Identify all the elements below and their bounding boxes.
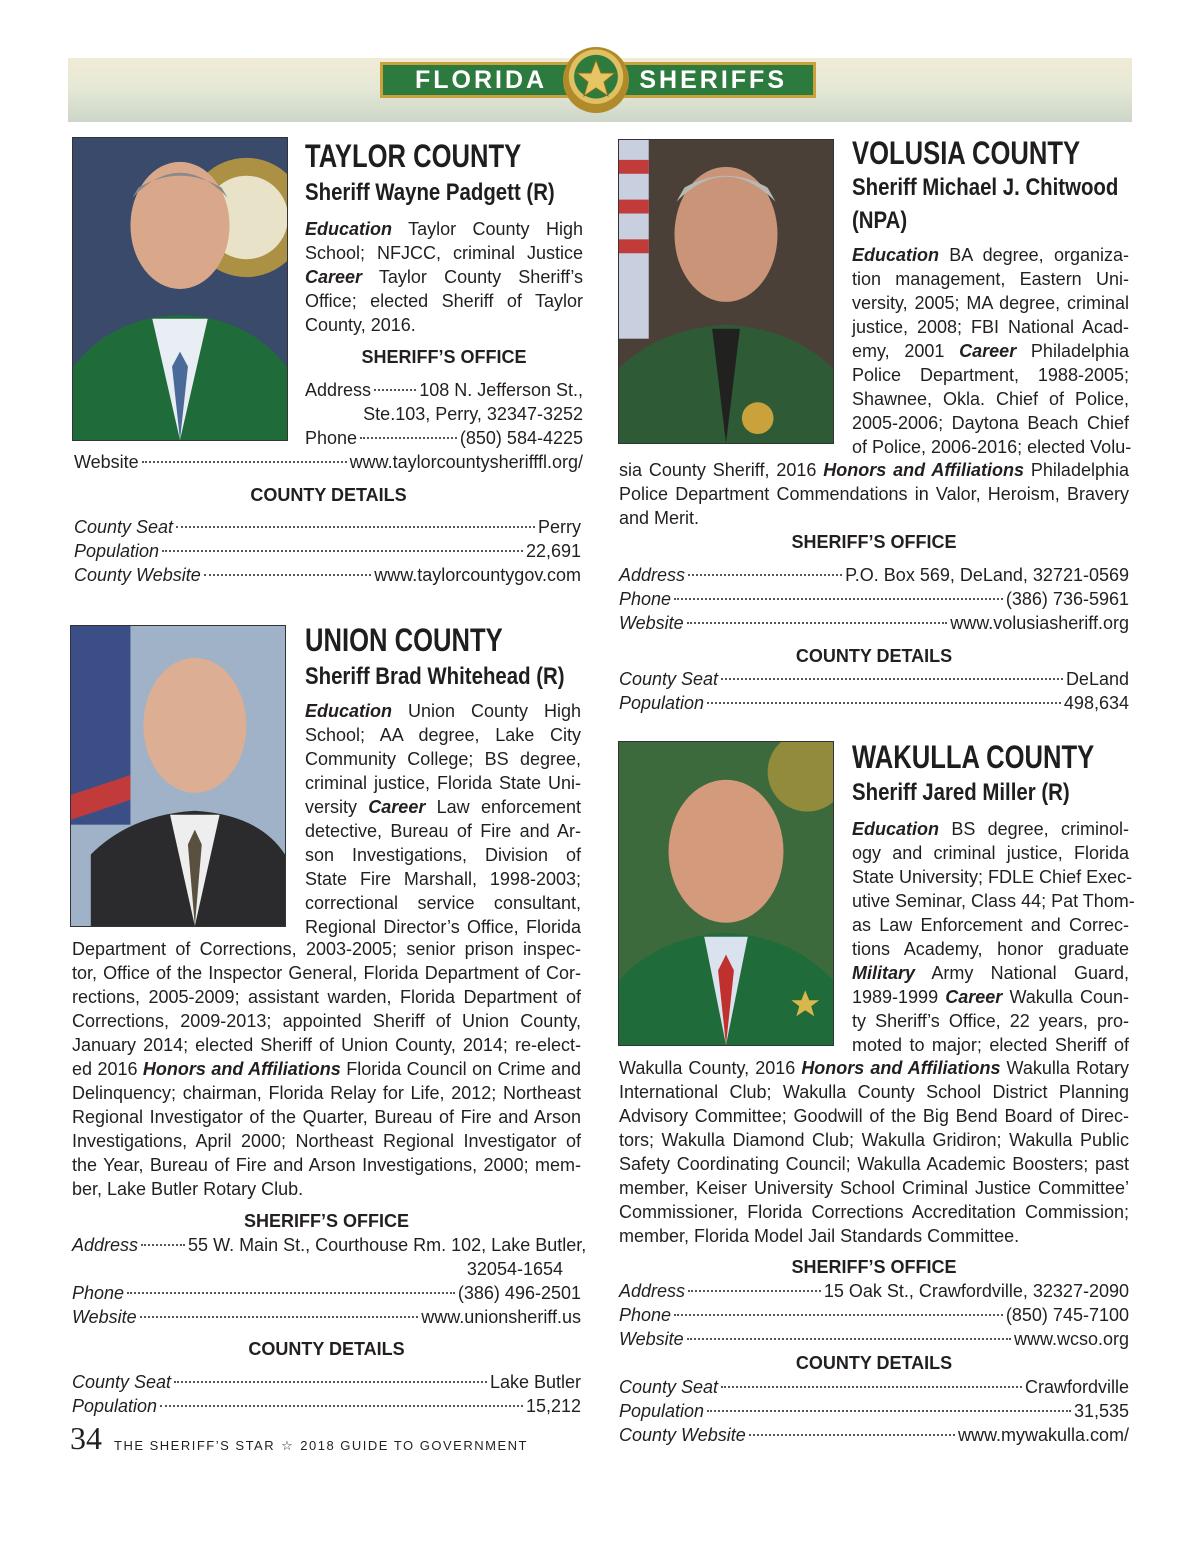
phone-label: Phone xyxy=(305,428,358,448)
union-bio-line: Regional Investigator of the Quarter, Bureau of Fire and Arson xyxy=(72,1107,581,1127)
taylor-county-title: TAYLOR COUNTY xyxy=(305,138,522,174)
wakulla-bio-line: 1989-1999 Career Wakulla Coun- xyxy=(852,987,1129,1007)
wakulla-website-row xyxy=(619,1327,1129,1351)
taylor-county-website-link[interactable]: www.taylorcountygov.com xyxy=(374,565,581,585)
union-population-row xyxy=(72,1394,581,1418)
seat-label: County Seat xyxy=(619,669,719,689)
population-value: 22,691 xyxy=(525,541,581,561)
union-bio-line: tor, Office of the Inspector General, Florida Department of Cor- xyxy=(72,963,581,983)
phone-label: Phone xyxy=(619,589,672,609)
taylor-office-heading: SHERIFF’S OFFICE xyxy=(361,347,527,367)
phone-label: Phone xyxy=(72,1283,125,1303)
union-address-line2: 32054-1654 xyxy=(466,1259,563,1279)
address-label: Address xyxy=(619,1281,686,1301)
union-bio-line: Department of Corrections, 2003-2005; senior prison inspec- xyxy=(72,939,581,959)
population-label: Population xyxy=(619,1401,705,1421)
star-icon: ☆ xyxy=(281,1438,295,1453)
wakulla-address-row xyxy=(619,1279,1129,1303)
footer-line xyxy=(114,1438,528,1454)
seat-value: Perry xyxy=(537,517,581,537)
union-bio-line: Regional Director’s Office, Florida xyxy=(305,917,581,937)
address-value: 108 N. Jefferson St., xyxy=(419,380,583,400)
seat-value: DeLand xyxy=(1065,669,1129,689)
sheriff-star-icon xyxy=(563,47,629,113)
union-website-link[interactable]: www.unionsheriff.us xyxy=(421,1307,581,1327)
address-label: Address xyxy=(619,565,686,585)
wakulla-bio-line: member, Keiser University School Criminal Justice Committee’ xyxy=(619,1178,1129,1198)
header-florida: FLORIDA xyxy=(380,62,580,98)
union-bio-line: ber, Lake Butler Rotary Club. xyxy=(72,1179,304,1199)
volusia-bio-line: and Merit. xyxy=(619,508,700,528)
population-label: Population xyxy=(619,693,705,713)
union-bio-line: son Investigations, Division of xyxy=(305,845,581,865)
taylor-sheriff-photo xyxy=(72,137,288,441)
taylor-seat-row xyxy=(74,515,581,539)
taylor-bio-line: Career Taylor County Sheriff’s xyxy=(305,267,583,287)
taylor-bio-line: Office; elected Sheriff of Taylor xyxy=(305,291,583,311)
wakulla-bio-line: Military Army National Guard, xyxy=(852,963,1129,983)
union-address-row xyxy=(72,1233,587,1257)
taylor-bio-line: Education Taylor County High xyxy=(305,219,583,239)
phone-value: (850) 584-4225 xyxy=(459,428,583,448)
phone-value: (386) 736-5961 xyxy=(1005,589,1129,609)
seat-label: County Seat xyxy=(72,1372,172,1392)
union-bio-line: detective, Bureau of Fire and Ar- xyxy=(305,821,581,841)
population-value: 15,212 xyxy=(525,1396,581,1416)
seat-label: County Seat xyxy=(619,1377,719,1397)
union-bio-line: Corrections, 2009-2013; appointed Sheriff of Union County, xyxy=(72,1011,581,1031)
union-bio-line: versity Career Law enforcement xyxy=(305,797,581,817)
volusia-county-title: VOLUSIA COUNTY xyxy=(852,135,1081,171)
footer-publication: THE SHERIFF’S STAR xyxy=(114,1438,276,1453)
wakulla-bio-line: International Club; Wakulla County School District Planning xyxy=(619,1082,1129,1102)
volusia-bio-line: Shawnee, Okla. Chief of Police, xyxy=(852,389,1129,409)
union-bio-line: School; AA degree, Lake City xyxy=(305,725,581,745)
wakulla-bio-line: tors; Wakulla Diamond Club; Wakulla Gridiron; Wakulla Public xyxy=(619,1130,1129,1150)
taylor-bio-line: County, 2016. xyxy=(305,315,416,335)
union-bio-line: the Year, Bureau of Fire and Arson Investigations, 2000; mem- xyxy=(72,1155,581,1175)
website-label: Website xyxy=(72,1307,137,1327)
volusia-bio-line: sia County Sheriff, 2016 Honors and Affiliations Philadelphia xyxy=(619,460,1129,480)
wakulla-bio-line: Advisory Committee; Goodwill of the Big Bend Board of Direc- xyxy=(619,1106,1129,1126)
volusia-sheriff-party: (NPA) xyxy=(852,207,908,234)
union-bio-line: Investigations, April 2000; Northeast Regional Investigator of xyxy=(72,1131,581,1151)
wakulla-sheriff-name: Sheriff Jared Miller (R) xyxy=(852,779,1070,806)
website-label: Website xyxy=(74,452,139,472)
wakulla-bio-line: member, Florida Model Jail Standards Committee. xyxy=(619,1226,1020,1246)
taylor-sheriff-name: Sheriff Wayne Padgett (R) xyxy=(305,179,555,206)
address-label: Address xyxy=(72,1235,139,1255)
seat-value: Crawfordville xyxy=(1024,1377,1129,1397)
volusia-bio-line: tion management, Eastern Uni- xyxy=(852,269,1129,289)
website-label: Website xyxy=(619,1329,684,1349)
union-bio-line: Education Union County High xyxy=(305,701,581,721)
wakulla-population-row xyxy=(619,1399,1129,1423)
wakulla-bio-line: Safety Coordinating Council; Wakulla Academic Boosters; past xyxy=(619,1154,1129,1174)
union-seat-row xyxy=(72,1370,581,1394)
union-bio-line: ed 2016 Honors and Affiliations Florida Council on Crime and xyxy=(72,1059,581,1079)
union-phone-row xyxy=(72,1281,581,1305)
phone-value: (850) 745-7100 xyxy=(1005,1305,1129,1325)
address-value: 55 W. Main St., Courthouse Rm. 102, Lake Butler, xyxy=(188,1235,587,1255)
volusia-sheriff-photo xyxy=(618,139,834,444)
volusia-bio-line: emy, 2001 Career Philadelphia xyxy=(852,341,1129,361)
population-label: Population xyxy=(74,541,160,561)
population-value: 31,535 xyxy=(1073,1401,1129,1421)
county-website-label: County Website xyxy=(74,565,201,585)
union-bio-line: correctional service consultant, xyxy=(305,893,581,913)
union-sheriff-name: Sheriff Brad Whitehead (R) xyxy=(305,663,565,690)
volusia-address-row xyxy=(619,563,1129,587)
population-value: 498,634 xyxy=(1063,693,1129,713)
address-value: 15 Oak St., Crawfordville, 32327-2090 xyxy=(823,1281,1129,1301)
union-bio-line: Delinquency; chairman, Florida Relay for Life, 2012; Northeast xyxy=(72,1083,581,1103)
union-county-heading: COUNTY DETAILS xyxy=(248,1339,405,1359)
volusia-website-link[interactable]: www.volusiasheriff.org xyxy=(950,613,1129,633)
wakulla-county-website-link[interactable]: www.mywakulla.com/ xyxy=(957,1425,1129,1445)
wakulla-county-website-row xyxy=(619,1423,1129,1447)
wakulla-bio-line: moted to major; elected Sheriff of xyxy=(852,1035,1129,1055)
page-number: 34 xyxy=(70,1420,102,1456)
volusia-population-row xyxy=(619,691,1129,715)
volusia-bio-line: of Police, 2006-2016; elected Volu- xyxy=(852,437,1132,457)
union-office-heading: SHERIFF’S OFFICE xyxy=(243,1211,409,1231)
volusia-bio-line: justice, 2008; FBI National Acad- xyxy=(852,317,1129,337)
wakulla-bio-line: Wakulla County, 2016 Honors and Affiliations Wakulla Rotary xyxy=(619,1058,1129,1078)
header-sheriffs: SHERIFFS xyxy=(614,62,816,98)
taylor-phone-row xyxy=(305,426,583,450)
address-value: P.O. Box 569, DeLand, 32721-0569 xyxy=(845,565,1129,585)
union-bio-line: January 2014; elected Sheriff of Union County, 2014; re-elect- xyxy=(72,1035,581,1055)
seat-label: County Seat xyxy=(74,517,174,537)
wakulla-seat-row xyxy=(619,1375,1129,1399)
wakulla-bio-line: ty Sheriff’s Office, 22 years, pro- xyxy=(852,1011,1129,1031)
wakulla-phone-row xyxy=(619,1303,1129,1327)
wakulla-sheriff-photo xyxy=(618,741,834,1046)
volusia-sheriff-name: Sheriff Michael J. Chitwood xyxy=(852,174,1119,201)
union-website-row xyxy=(72,1305,581,1329)
footer-guide: 2018 GUIDE TO GOVERNMENT xyxy=(300,1438,528,1453)
wakulla-bio-line: as Law Enforcement and Correc- xyxy=(852,915,1129,935)
seat-value: Lake Butler xyxy=(489,1372,581,1392)
wakulla-bio-line: ogy and criminal justice, Florida xyxy=(852,843,1129,863)
volusia-bio-line: Police Department Commendations in Valor, Heroism, Bravery xyxy=(619,484,1129,504)
website-label: Website xyxy=(619,613,684,633)
union-bio-line: State Fire Marshall, 1998-2003; xyxy=(305,869,581,889)
wakulla-bio-line: Commissioner, Florida Corrections Accreditation Commission; xyxy=(619,1202,1129,1222)
volusia-county-heading: COUNTY DETAILS xyxy=(795,646,953,666)
population-label: Population xyxy=(72,1396,158,1416)
union-sheriff-photo xyxy=(70,625,286,927)
taylor-county-website-row xyxy=(74,563,581,587)
union-bio-line: criminal justice, Florida State Uni- xyxy=(305,773,581,793)
taylor-website-row xyxy=(74,450,583,474)
volusia-bio-line: Police Department, 1988-2005; xyxy=(852,365,1129,385)
phone-label: Phone xyxy=(619,1305,672,1325)
wakulla-bio-line: utive Seminar, Class 44; Pat Thom- xyxy=(852,891,1135,911)
union-bio-line: Community College; BS degree, xyxy=(305,749,581,769)
volusia-bio-line: 2005-2006; Daytona Beach Chief xyxy=(852,413,1129,433)
wakulla-bio-line: Education BS degree, criminol- xyxy=(852,819,1129,839)
wakulla-bio-line: tions Academy, honor graduate xyxy=(852,939,1129,959)
volusia-office-heading: SHERIFF’S OFFICE xyxy=(791,532,957,552)
volusia-seat-row xyxy=(619,667,1129,691)
phone-value: (386) 496-2501 xyxy=(457,1283,581,1303)
wakulla-county-title: WAKULLA COUNTY xyxy=(852,739,1095,775)
taylor-address-row xyxy=(305,378,583,402)
wakulla-county-heading: COUNTY DETAILS xyxy=(795,1353,953,1373)
volusia-website-row xyxy=(619,611,1129,635)
union-county-title: UNION COUNTY xyxy=(305,622,503,658)
county-website-label: County Website xyxy=(619,1425,746,1445)
wakulla-website-link[interactable]: www.wcso.org xyxy=(1013,1329,1129,1349)
volusia-bio-line: versity, 2005; MA degree, criminal xyxy=(852,293,1129,313)
address-label: Address xyxy=(305,380,372,400)
taylor-population-row xyxy=(74,539,581,563)
taylor-website-link[interactable]: www.taylorcountysherifffl.org/ xyxy=(349,452,583,472)
taylor-bio-line: School; NFJCC, criminal Justice xyxy=(305,243,583,263)
taylor-address-line2: Ste.103, Perry, 32347-3252 xyxy=(363,404,583,424)
taylor-county-heading: COUNTY DETAILS xyxy=(250,485,407,505)
wakulla-office-heading: SHERIFF’S OFFICE xyxy=(791,1257,957,1277)
volusia-bio-line: Education BA degree, organiza- xyxy=(852,245,1129,265)
wakulla-bio-line: State University; FDLE Chief Exec- xyxy=(852,867,1133,887)
volusia-phone-row xyxy=(619,587,1129,611)
union-bio-line: rections, 2005-2009; assistant warden, Florida Department of xyxy=(72,987,581,1007)
